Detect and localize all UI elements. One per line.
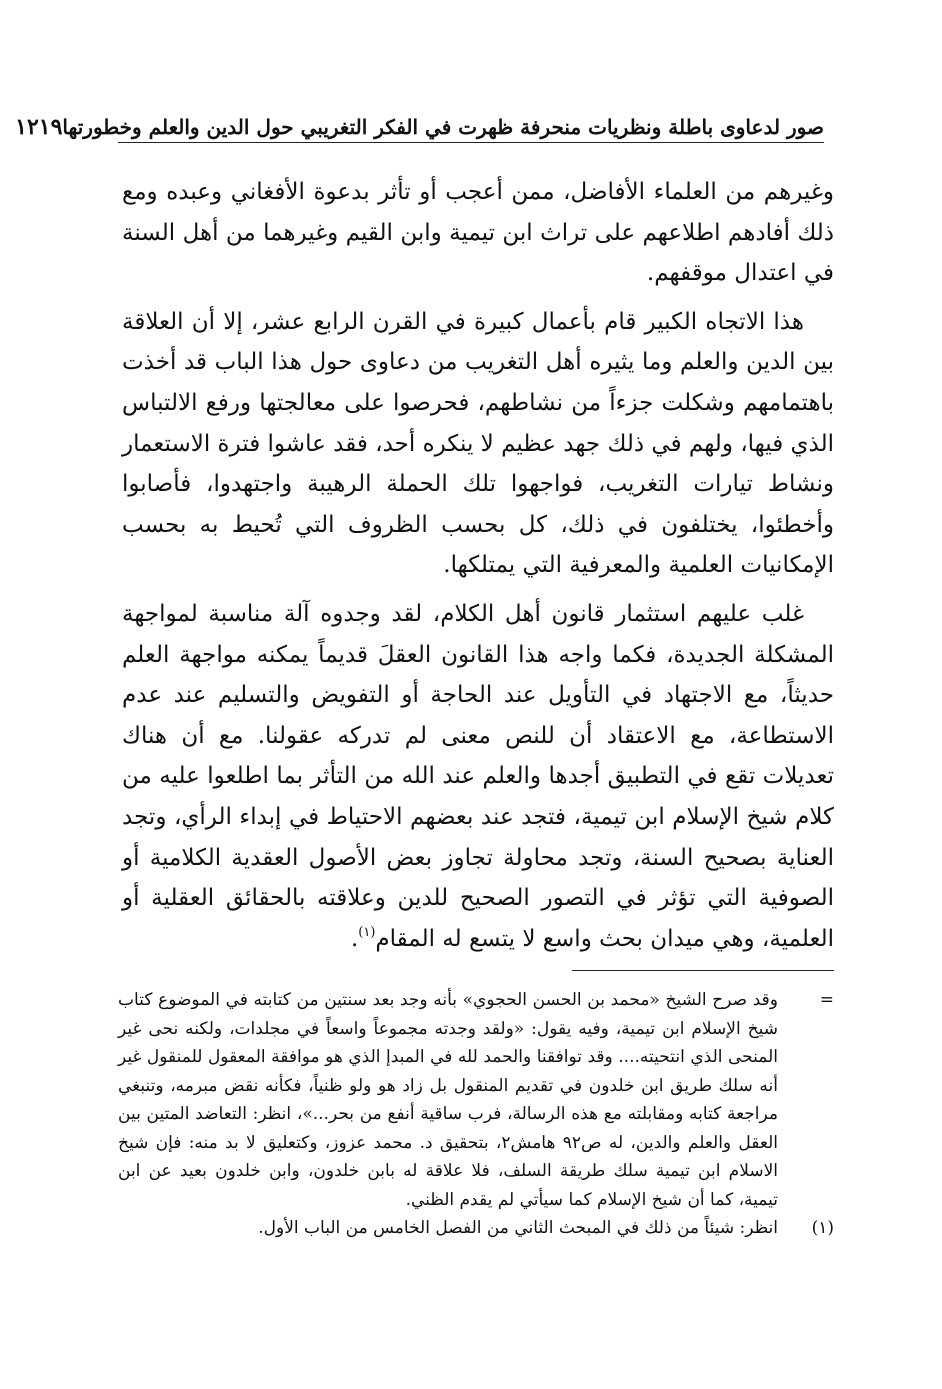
footnote-text: انظر: شيئاً من ذلك في المبحث الثاني من الفصل الخامس من الباب الأول. <box>258 1218 778 1238</box>
footnote-1 <box>118 1214 834 1243</box>
main-text <box>122 172 834 967</box>
page-number: ١٢١٩ <box>15 114 63 140</box>
paragraph-3 <box>122 594 834 959</box>
running-header <box>15 106 824 140</box>
paragraph-1: وغيرهم من العلماء الأفاضل، ممن أعجب أو تأثر بدعوة الأفغاني وعبده ومع ذلك أفادهم اطلاعهم على تراث ابن تيمية وابن القيم وغيرهما من أهل السنة في اعتدال موقفهم. <box>122 179 834 287</box>
paragraph-2: هذا الاتجاه الكبير قام بأعمال كبيرة في القرن الرابع عشر، إلا أن العلاقة بين الدين والعلم وما يثيره أهل التغريب من دعاوى حول هذا الباب قد أخذت باهتمامهم وشكلت جزءاً من نشاطهم، فحرصوا على معالجتها ورفع الالتباس الذي فيها، ولهم في ذلك جهد عظيم لا ينكره أحد، فقد عاشوا فترة الاستعمار ونشاط تيارات التغريب، فواجهوا تلك الحملة الرهيبة واجتهدوا، فأصابوا وأخطئوا، يختلفون في ذلك، كل بحسب الظروف التي تُحيط به بحسب الإمكانيات العلمية والمعرفية التي يمتلكها. <box>122 308 834 579</box>
footnote-reference[interactable]: (١) <box>358 924 376 940</box>
footnote-marker: = <box>819 990 834 1010</box>
footnote-marker: (١) <box>811 1218 834 1238</box>
running-title: صور لدعاوى باطلة ونظريات منحرفة ظهرت في الفكر التغريبي حول الدين والعلم وخطورتها <box>62 115 824 139</box>
footnotes <box>118 986 834 1243</box>
paragraph-3-text: غلب عليهم استثمار قانون أهل الكلام، لقد وجدوه آلة مناسبة لمواجهة المشكلة الجديدة، فكما واجه هذا القانون العقلَ قديماً يمكنه مواجهة العلم حديثاً، مع الاجتهاد في التأويل عند الحاجة أو التفويض والتسليم عند عدم الاستطاعة، مع الاعتقاد أن للنص معنى لم تدركه عقولنا. مع أن هناك تعديلات تقع في التطبيق أجدها والعلم عند الله من التأثر بما اطلعوا عليه من كلام شيخ الإسلام ابن تيمية، فتجد عند بعضهم الاحتياط في إبداء الرأي، وتجد العناية بصحيح السنة، وتجد محاولة تجاوز بعض الأصول العقدية الكلامية أو الصوفية التي تؤثر في التصور الصحيح للدين وعلاقته بالحقائق العقلية أو العلمية، وهي ميدان بحث واسع لا يتسع له المقام <box>122 600 834 952</box>
header-rule <box>118 142 824 143</box>
footnote-text: وقد صرح الشيخ «محمد بن الحسن الحجوي» بأنه وجد بعد سنتين من كتابته في الموضوع كتاب شيخ الإسلام ابن تيمية، وفيه يقول: «ولقد وجدته مجموعاً واسعاً في مجلدات، ولكنه نحى غير المنحى الذي انتحيته.... وقد توافقنا والحمد لله في المبدإ الذي هو موافقة المعقول للمنقول غير أنه سلك طريق ابن خلدون في تقديم المنقول بل زاد هو ولو ظنياً، فكأنه نقض مبرمه، وتنبغي مراجعة كتابه ومقابلته مع هذه الرسالة، فرب ساقية أنفع من بحر...»، انظر: التعاضد المتين بين العقل والعلم والدين، له ص٩٢ هامش٢، بتحقيق د. محمد عزوز، وكتعليق لا بد منه: فإن شيخ الاسلام ابن تيمية سلك طريقة السلف، فلا علاقة له بابن خلدون، وابن خلدون بعيد عن ابن تيمية، كما أن شيخ الإسلام كما سيأتي لم يقدم الظني. <box>118 990 778 1210</box>
paragraph-3-end: . <box>350 925 359 952</box>
footnote-rule <box>572 970 834 971</box>
footnote-continuation <box>118 986 834 1214</box>
